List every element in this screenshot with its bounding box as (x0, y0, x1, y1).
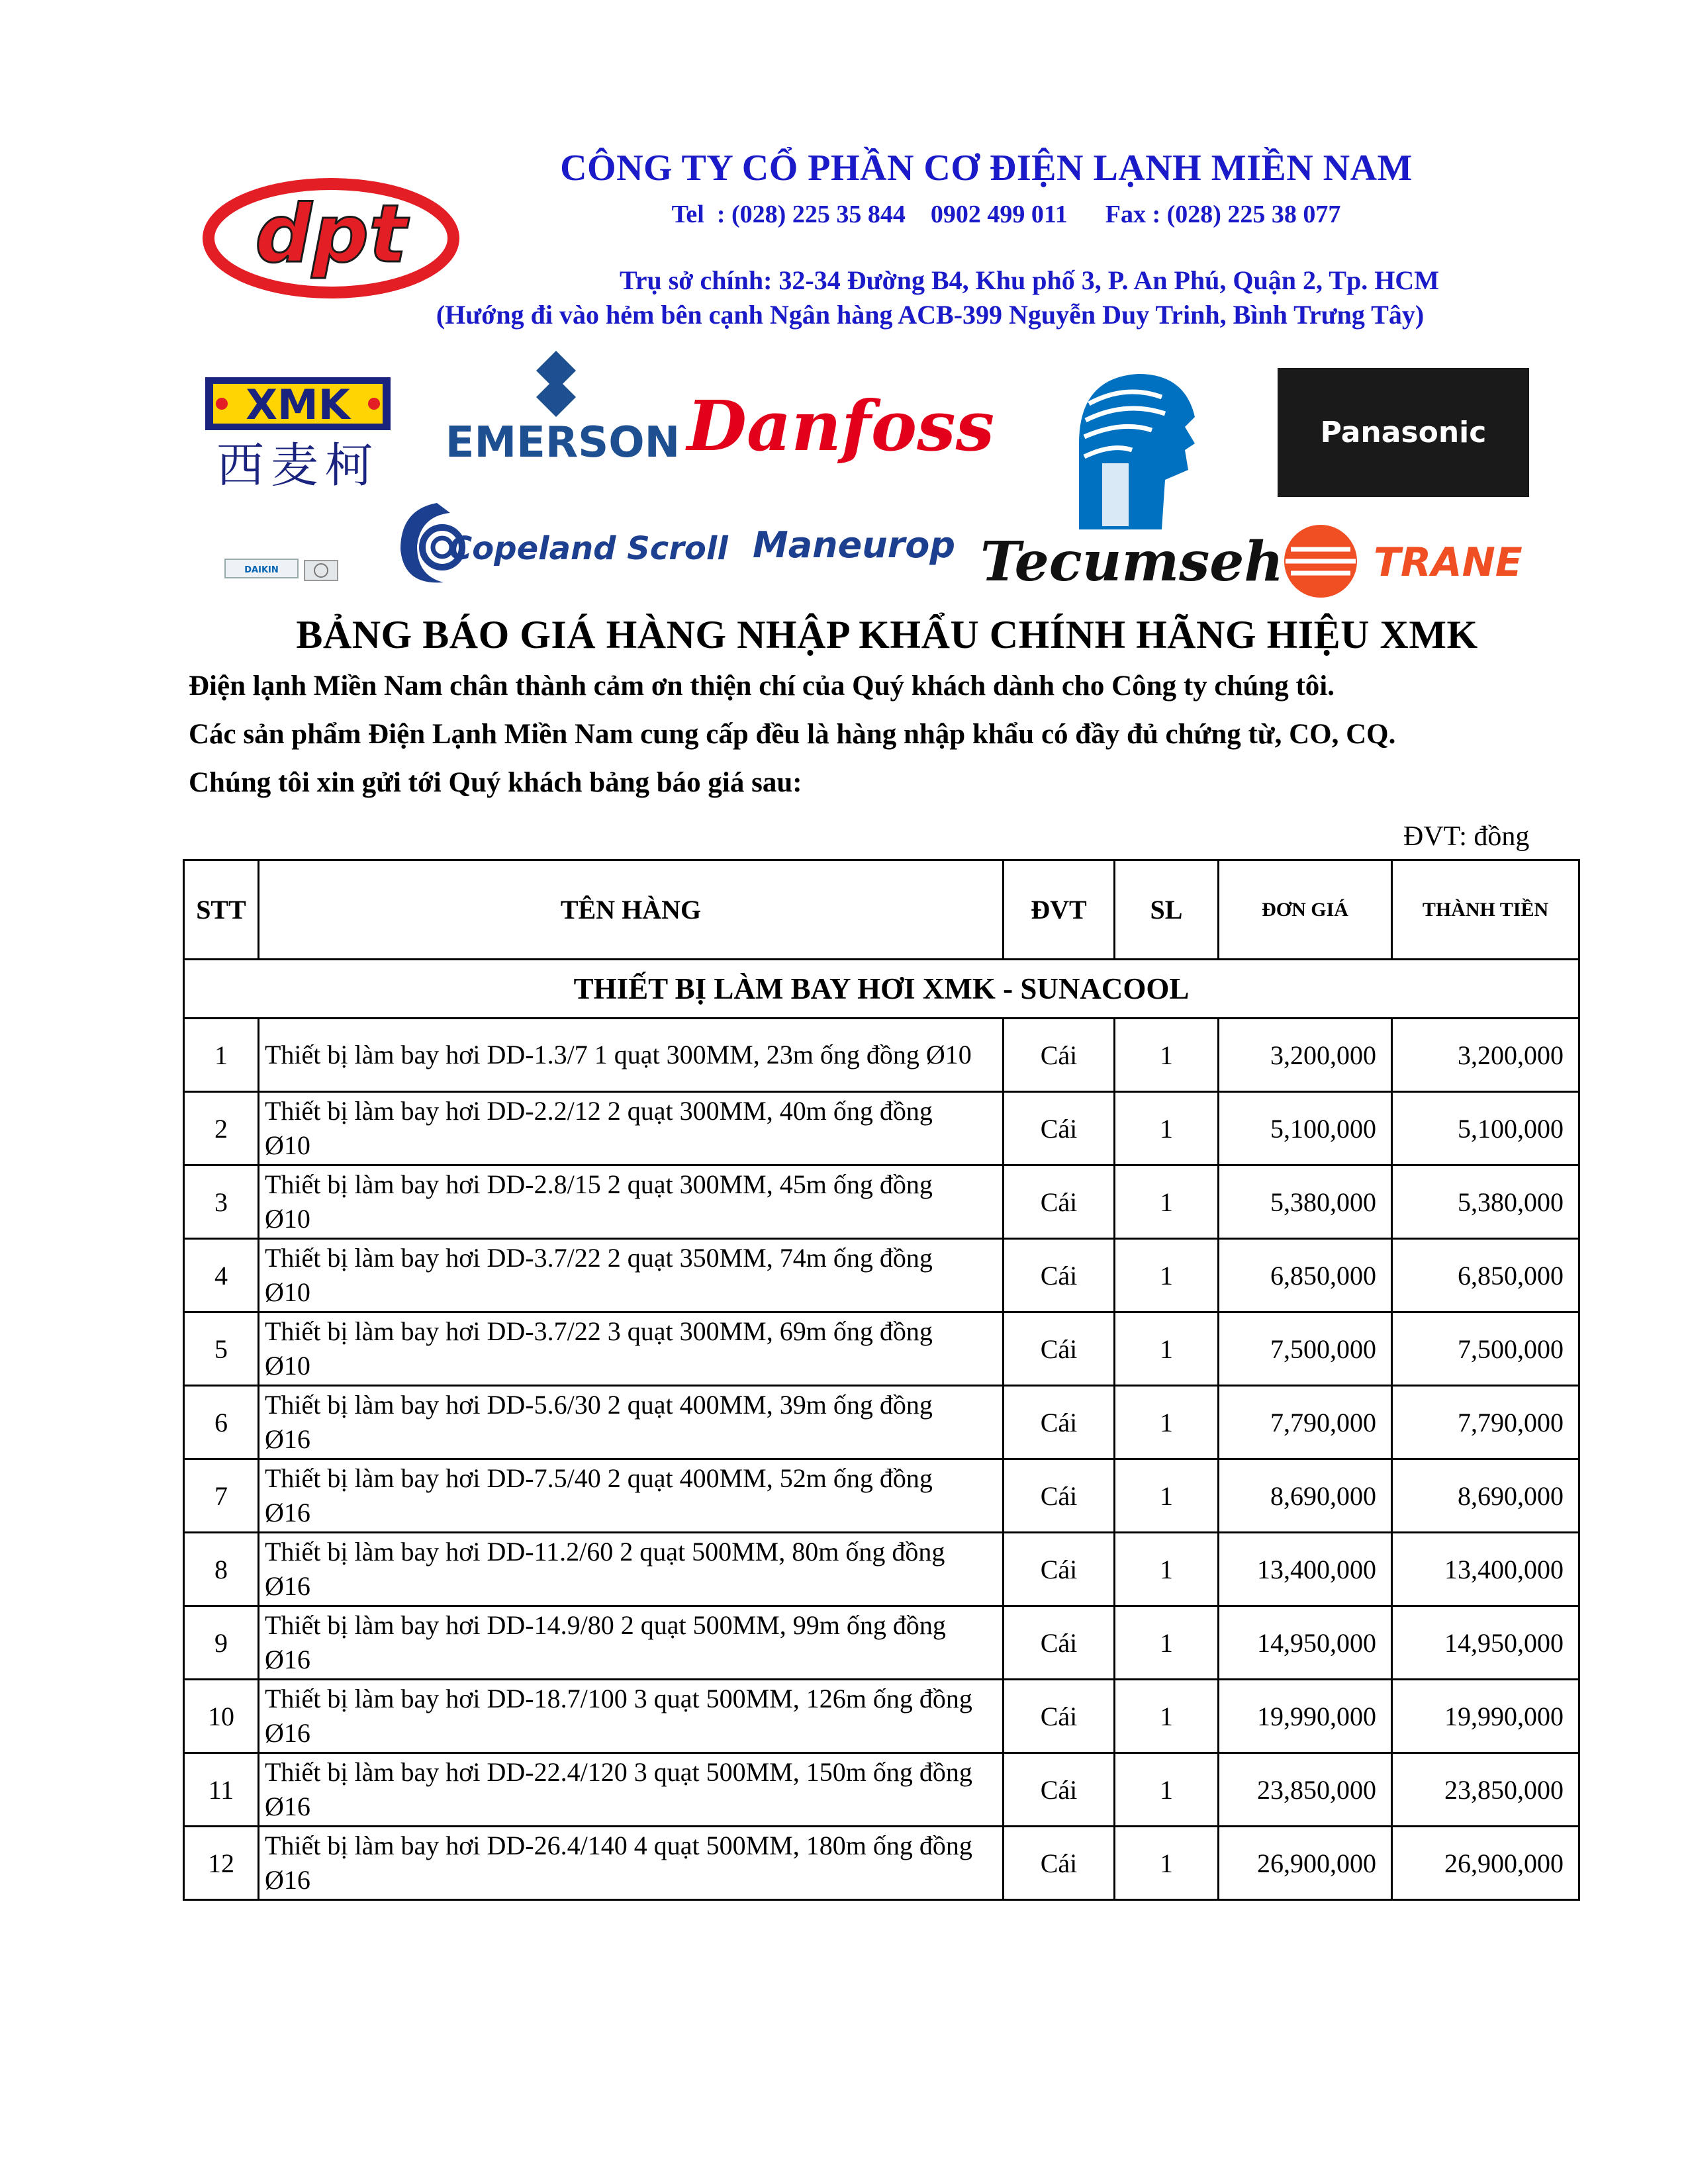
section-title: THIẾT BỊ LÀM BAY HƠI XMK - SUNACOOL (184, 960, 1579, 1019)
cell-price: 19,990,000 (1219, 1680, 1392, 1753)
cell-qty: 1 (1115, 1533, 1219, 1606)
product-name-text: Thiết bị làm bay hơi DD-11.2/60 2 quạt 500MM, 80m ống đồng Ø16 (265, 1537, 945, 1601)
cell-name (259, 1312, 1004, 1386)
header-price: ĐƠN GIÁ (1219, 860, 1392, 960)
cell-total: 14,950,000 (1392, 1606, 1579, 1680)
maneurop-logo (722, 516, 986, 576)
svg-text:Maneurop: Maneurop (752, 524, 956, 566)
header-unit: ĐVT (1004, 860, 1115, 960)
company-name: CÔNG TY CỔ PHẦN CƠ ĐIỆN LẠNH MIỀN NAM (560, 148, 1413, 189)
cell-name (259, 1019, 1004, 1092)
svg-text:Panasonic: Panasonic (1320, 416, 1487, 449)
table-row (184, 1459, 1579, 1533)
cell-name (259, 1165, 1004, 1239)
cell-total: 7,790,000 (1392, 1386, 1579, 1459)
danfoss-logo (688, 384, 993, 477)
cell-price: 5,380,000 (1219, 1165, 1392, 1239)
cell-qty: 1 (1115, 1680, 1219, 1753)
cell-price: 5,100,000 (1219, 1092, 1392, 1165)
product-name-text: Thiết bị làm bay hơi DD-22.4/120 3 quạt 500MM, 150m ống đồng Ø16 (265, 1757, 972, 1821)
product-name-text: Thiết bị làm bay hơi DD-5.6/30 2 quạt 400MM, 39m ống đồng Ø16 (265, 1390, 933, 1454)
svg-text:DAIKIN: DAIKIN (244, 565, 279, 575)
cell-unit: Cái (1004, 1680, 1115, 1753)
company-address: Trụ sở chính: 32-34 Đường B4, Khu phố 3, P. An Phú, Quận 2, Tp. HCM (620, 265, 1439, 295)
cell-stt: 4 (184, 1239, 259, 1312)
cell-unit: Cái (1004, 1165, 1115, 1239)
cell-qty: 1 (1115, 1092, 1219, 1165)
cell-unit: Cái (1004, 1092, 1115, 1165)
cell-unit: Cái (1004, 1753, 1115, 1827)
table-row (184, 1019, 1579, 1092)
cell-price: 8,690,000 (1219, 1459, 1392, 1533)
cell-name (259, 1239, 1004, 1312)
cell-unit: Cái (1004, 1019, 1115, 1092)
table-row (184, 1827, 1579, 1900)
company-direction: (Hướng đi vào hẻm bên cạnh Ngân hàng ACB-399 Nguyễn Duy Trinh, Bình Trưng Tây) (436, 300, 1425, 330)
header-total: THÀNH TIỀN (1392, 860, 1579, 960)
price-table (183, 859, 1580, 1901)
intro-line-2: Các sản phẩm Điện Lạnh Miền Nam cung cấp đều là hàng nhập khẩu có đầy đủ chứng từ, CO, CQ. (189, 719, 1396, 750)
cell-price: 14,950,000 (1219, 1606, 1392, 1680)
svg-text:XMK: XMK (246, 381, 350, 429)
cell-stt: 3 (184, 1165, 259, 1239)
cell-stt: 5 (184, 1312, 259, 1386)
product-name-text: Thiết bị làm bay hơi DD-18.7/100 3 quạt 500MM, 126m ống đồng Ø16 (265, 1684, 972, 1748)
intro-line-3: Chúng tôi xin gửi tới Quý khách bảng báo giá sau: (189, 767, 802, 798)
section-row (184, 960, 1579, 1019)
table-row (184, 1092, 1579, 1165)
cell-qty: 1 (1115, 1165, 1219, 1239)
cell-qty: 1 (1115, 1459, 1219, 1533)
currency-unit-note: ĐVT: đồng (1403, 821, 1530, 852)
cell-qty: 1 (1115, 1753, 1219, 1827)
cell-stt: 2 (184, 1092, 259, 1165)
tecumseh-logo (980, 526, 1284, 599)
cell-unit: Cái (1004, 1386, 1115, 1459)
product-name-text: Thiết bị làm bay hơi DD-14.9/80 2 quạt 500MM, 99m ống đồng Ø16 (265, 1610, 946, 1674)
cell-name (259, 1606, 1004, 1680)
svg-text:Copeland Scroll: Copeland Scroll (449, 530, 728, 567)
intro-line-1: Điện lạnh Miền Nam chân thành cảm ơn thiện chí của Quý khách dành cho Công ty chúng tôi. (189, 670, 1335, 702)
cell-unit: Cái (1004, 1827, 1115, 1900)
cell-unit: Cái (1004, 1239, 1115, 1312)
cell-name (259, 1533, 1004, 1606)
svg-text:EMERSON: EMERSON (445, 418, 680, 467)
cell-stt: 11 (184, 1753, 259, 1827)
company-logo (202, 179, 460, 298)
table-row (184, 1165, 1579, 1239)
daikin-logo (222, 553, 341, 586)
table-row (184, 1533, 1579, 1606)
cell-price: 6,850,000 (1219, 1239, 1392, 1312)
cell-total: 19,990,000 (1392, 1680, 1579, 1753)
cell-price: 26,900,000 (1219, 1827, 1392, 1900)
product-name-text: Thiết bị làm bay hơi DD-2.2/12 2 quạt 300MM, 40m ống đồng Ø10 (265, 1096, 933, 1160)
cell-unit: Cái (1004, 1312, 1115, 1386)
header-stt: STT (184, 860, 259, 960)
header-name: TÊN HÀNG (259, 860, 1004, 960)
table-row (184, 1753, 1579, 1827)
svg-text:Danfoss: Danfoss (686, 385, 995, 467)
svg-text:dpt: dpt (255, 189, 407, 281)
cell-name (259, 1753, 1004, 1827)
cell-name (259, 1680, 1004, 1753)
product-name-text: Thiết bị làm bay hơi DD-3.7/22 2 quạt 350MM, 74m ống đồng Ø10 (265, 1243, 933, 1307)
cell-name (259, 1459, 1004, 1533)
cell-total: 7,500,000 (1392, 1312, 1579, 1386)
cell-qty: 1 (1115, 1312, 1219, 1386)
trane-logo (1264, 523, 1575, 602)
cell-qty: 1 (1115, 1606, 1219, 1680)
product-name-text: Thiết bị làm bay hơi DD-2.8/15 2 quạt 300MM, 45m ống đồng Ø10 (265, 1169, 933, 1234)
cell-name (259, 1827, 1004, 1900)
panasonic-logo (1278, 368, 1529, 497)
cell-total: 5,100,000 (1392, 1092, 1579, 1165)
cell-total: 5,380,000 (1392, 1165, 1579, 1239)
product-name-text: Thiết bị làm bay hơi DD-26.4/140 4 quạt 500MM, 180m ống đồng Ø16 (265, 1831, 972, 1895)
cell-price: 7,790,000 (1219, 1386, 1392, 1459)
cell-total: 13,400,000 (1392, 1533, 1579, 1606)
cell-stt: 7 (184, 1459, 259, 1533)
table-row (184, 1312, 1579, 1386)
cell-price: 23,850,000 (1219, 1753, 1392, 1827)
table-row (184, 1239, 1579, 1312)
cell-name (259, 1092, 1004, 1165)
cell-qty: 1 (1115, 1019, 1219, 1092)
svg-text:西麦柯: 西麦柯 (216, 437, 380, 493)
xmk-logo (199, 371, 397, 493)
cell-price: 13,400,000 (1219, 1533, 1392, 1606)
cell-total: 26,900,000 (1392, 1827, 1579, 1900)
cell-unit: Cái (1004, 1459, 1115, 1533)
copeland-scroll-logo (391, 493, 728, 592)
cell-stt: 9 (184, 1606, 259, 1680)
product-name-text: Thiết bị làm bay hơi DD-7.5/40 2 quạt 400MM, 52m ống đồng Ø16 (265, 1463, 933, 1527)
company-contact: Tel : (028) 225 35 844 0902 499 011 Fax : (028) 225 38 077 (671, 201, 1341, 228)
cell-stt: 8 (184, 1533, 259, 1606)
table-row (184, 1680, 1579, 1753)
cell-total: 23,850,000 (1392, 1753, 1579, 1827)
cell-stt: 1 (184, 1019, 259, 1092)
cell-qty: 1 (1115, 1239, 1219, 1312)
cell-price: 7,500,000 (1219, 1312, 1392, 1386)
emerson-logo (424, 344, 702, 470)
tecumseh-head-icon (1053, 364, 1211, 536)
header-qty: SL (1115, 860, 1219, 960)
document-title: BẢNG BÁO GIÁ HÀNG NHẬP KHẨU CHÍNH HÃNG HIỆU XMK (296, 613, 1478, 657)
cell-stt: 12 (184, 1827, 259, 1900)
table-row (184, 1386, 1579, 1459)
cell-unit: Cái (1004, 1606, 1115, 1680)
table-row (184, 1606, 1579, 1680)
cell-unit: Cái (1004, 1533, 1115, 1606)
cell-total: 3,200,000 (1392, 1019, 1579, 1092)
cell-qty: 1 (1115, 1827, 1219, 1900)
table-header-row (184, 860, 1579, 960)
cell-total: 6,850,000 (1392, 1239, 1579, 1312)
cell-name (259, 1386, 1004, 1459)
svg-text:TRANE: TRANE (1374, 539, 1523, 586)
cell-stt: 10 (184, 1680, 259, 1753)
product-name-text: Thiết bị làm bay hơi DD-3.7/22 3 quạt 300MM, 69m ống đồng Ø10 (265, 1316, 933, 1381)
cell-stt: 6 (184, 1386, 259, 1459)
product-name-text: Thiết bị làm bay hơi DD-1.3/7 1 quạt 300MM, 23m ống đồng Ø10 (265, 1040, 972, 1069)
cell-qty: 1 (1115, 1386, 1219, 1459)
cell-price: 3,200,000 (1219, 1019, 1392, 1092)
cell-total: 8,690,000 (1392, 1459, 1579, 1533)
svg-text:Tecumseh: Tecumseh (980, 530, 1284, 594)
